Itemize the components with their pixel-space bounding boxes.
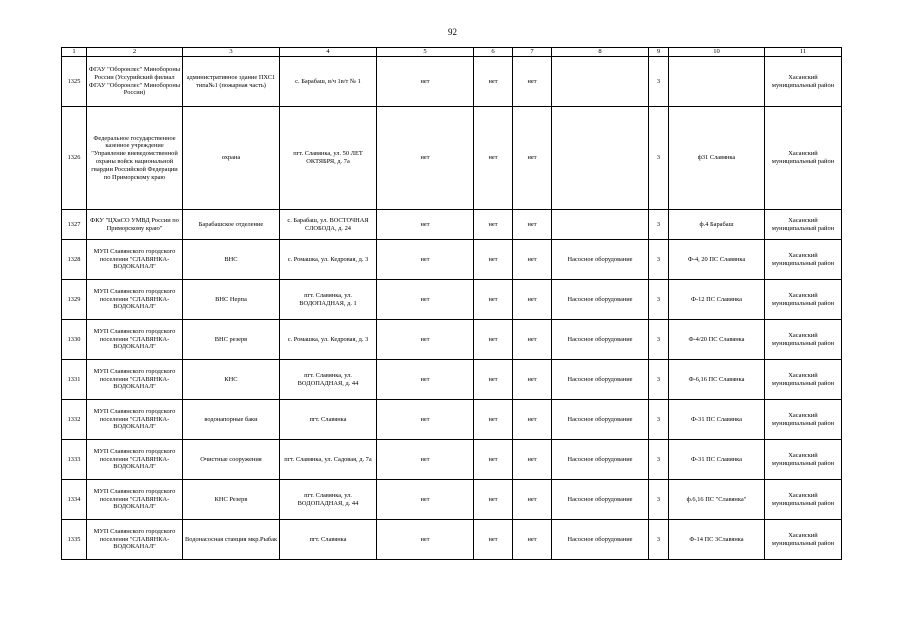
cell-equipment: Насосное оборудование [552,400,649,440]
column-header-11: 11 [765,48,842,57]
cell-col6-value: нет [474,240,513,280]
cell-col6-value: нет [474,210,513,240]
column-header-1: 1 [62,48,87,57]
cell-feeder: Ф-31 ПС Славянка [669,440,765,480]
cell-row-number: 1335 [62,520,87,560]
cell-col6-value: нет [474,107,513,210]
cell-organization: МУП Славянского городского поселения "СЛАВЯНКА-ВОДОКАНАЛ" [87,280,183,320]
cell-col7-value: нет [513,280,552,320]
cell-col5-value: нет [377,520,474,560]
cell-row-number: 1329 [62,280,87,320]
column-header-3: 3 [183,48,280,57]
table-row [62,280,842,320]
cell-feeder: ф.4 Барабаш [669,210,765,240]
cell-organization: МУП Славянского городского поселения "СЛАВЯНКА-ВОДОКАНАЛ" [87,400,183,440]
table-row [62,400,842,440]
cell-feeder [669,57,765,107]
column-header-6: 6 [474,48,513,57]
cell-district: Хасанский муниципальный район [765,210,842,240]
cell-col7-value: нет [513,480,552,520]
cell-organization: МУП Славянского городского поселения "СЛАВЯНКА-ВОДОКАНАЛ" [87,360,183,400]
header-row [62,48,842,57]
cell-category: 3 [649,360,669,400]
cell-col6-value: нет [474,520,513,560]
cell-address: с. Барабаш, ул. ВОСТОЧНАЯ СЛОБОДА, д. 24 [280,210,377,240]
cell-object-name: КНС [183,360,280,400]
cell-organization: Федеральное государственное казенное учреждение "Управление вневедомственной охраны войск национальной гвардии Российской Федерации по Приморскому краю [87,107,183,210]
cell-address: пгт. Славянка, ул. ВОДОПАДНАЯ, д. 1 [280,280,377,320]
cell-object-name: административное здание ПХС1 типа№1 (пожарная часть) [183,57,280,107]
cell-district: Хасанский муниципальный район [765,240,842,280]
cell-col7-value: нет [513,107,552,210]
cell-equipment: Насосное оборудование [552,280,649,320]
cell-col5-value: нет [377,400,474,440]
cell-col5-value: нет [377,360,474,400]
cell-object-name: ВНС [183,240,280,280]
cell-district: Хасанский муниципальный район [765,400,842,440]
cell-address: пгт. Славянка [280,520,377,560]
cell-col7-value: нет [513,57,552,107]
column-header-8: 8 [552,48,649,57]
cell-object-name: Очистные сооружения [183,440,280,480]
cell-col5-value: нет [377,320,474,360]
column-header-9: 9 [649,48,669,57]
cell-col6-value: нет [474,320,513,360]
table-row [62,480,842,520]
cell-object-name: ВНС резерв [183,320,280,360]
cell-category: 3 [649,480,669,520]
cell-col5-value: нет [377,280,474,320]
column-header-5: 5 [377,48,474,57]
cell-row-number: 1331 [62,360,87,400]
cell-organization: МУП Славянского городского поселения "СЛАВЯНКА-ВОДОКАНАЛ" [87,480,183,520]
table-row [62,240,842,280]
table-row [62,520,842,560]
cell-category: 3 [649,107,669,210]
table-row [62,107,842,210]
cell-col6-value: нет [474,440,513,480]
cell-object-name: КНС Резерв [183,480,280,520]
cell-category: 3 [649,440,669,480]
cell-equipment [552,107,649,210]
cell-equipment [552,210,649,240]
cell-category: 3 [649,240,669,280]
cell-equipment: Насосное оборудование [552,480,649,520]
cell-col7-value: нет [513,520,552,560]
table-row [62,440,842,480]
cell-equipment: Насосное оборудование [552,360,649,400]
cell-col6-value: нет [474,480,513,520]
cell-address: пгт. Славянка [280,400,377,440]
cell-feeder: ф.6,16 ПС "Славянка" [669,480,765,520]
cell-feeder: Ф-14 ПС 3Славянка [669,520,765,560]
cell-district: Хасанский муниципальный район [765,107,842,210]
cell-equipment: Насосное оборудование [552,320,649,360]
cell-organization: ФКУ "ЦХиСО УМВД России по Приморскому краю" [87,210,183,240]
cell-col6-value: нет [474,360,513,400]
cell-col6-value: нет [474,57,513,107]
cell-equipment: Насосное оборудование [552,240,649,280]
cell-organization: МУП Славянского городского поселения "СЛАВЯНКА-ВОДОКАНАЛ" [87,320,183,360]
column-header-2: 2 [87,48,183,57]
cell-equipment [552,57,649,107]
cell-address: пгт. Славянка, ул. ВОДОПАДНАЯ, д. 44 [280,360,377,400]
registry-table [61,47,842,560]
cell-row-number: 1332 [62,400,87,440]
cell-address: с. Ромашка, ул. Кедровая, д. 3 [280,320,377,360]
cell-feeder: Ф-4/20 ПС Славянка [669,320,765,360]
cell-col7-value: нет [513,320,552,360]
cell-col7-value: нет [513,440,552,480]
cell-address: пгт. Славянка, ул. 50 ЛЕТ ОКТЯБРЯ, д. 7а [280,107,377,210]
cell-object-name: Водонасосная станция мкр.Рыбак [183,520,280,560]
cell-row-number: 1334 [62,480,87,520]
cell-col6-value: нет [474,400,513,440]
cell-object-name: охрана [183,107,280,210]
cell-row-number: 1326 [62,107,87,210]
cell-row-number: 1328 [62,240,87,280]
cell-district: Хасанский муниципальный район [765,440,842,480]
cell-organization: ФГАУ "Оборонлес" Минобороны России (Уссурийский филиал ФГАУ "Оборонлес" Минобороны России) [87,57,183,107]
cell-row-number: 1333 [62,440,87,480]
cell-address: с. Барабаш, в/ч 1в/т № 1 [280,57,377,107]
cell-col7-value: нет [513,240,552,280]
cell-equipment: Насосное оборудование [552,440,649,480]
cell-feeder: Ф-31 ПС Славянка [669,400,765,440]
column-header-10: 10 [669,48,765,57]
cell-category: 3 [649,57,669,107]
cell-col7-value: нет [513,360,552,400]
cell-feeder: ф31 Славянка [669,107,765,210]
cell-category: 3 [649,210,669,240]
cell-object-name: Барабашское отделение [183,210,280,240]
cell-row-number: 1330 [62,320,87,360]
cell-col5-value: нет [377,480,474,520]
cell-category: 3 [649,400,669,440]
cell-row-number: 1327 [62,210,87,240]
column-header-7: 7 [513,48,552,57]
cell-address: с. Ромашка, ул. Кедровая, д. 3 [280,240,377,280]
cell-col5-value: нет [377,57,474,107]
table-row [62,360,842,400]
cell-col5-value: нет [377,240,474,280]
cell-district: Хасанский муниципальный район [765,360,842,400]
page-number: 92 [448,27,457,37]
table-row [62,320,842,360]
cell-row-number: 1325 [62,57,87,107]
cell-object-name: водонапорные баки [183,400,280,440]
cell-col7-value: нет [513,210,552,240]
cell-organization: МУП Славянского городского поселения "СЛАВЯНКА-ВОДОКАНАЛ" [87,440,183,480]
cell-district: Хасанский муниципальный район [765,57,842,107]
cell-address: пгт. Славянка, ул. ВОДОПАДНАЯ, д. 44 [280,480,377,520]
cell-organization: МУП Славянского городского поселения "СЛАВЯНКА-ВОДОКАНАЛ" [87,520,183,560]
cell-address: пгт. Славянка, ул. Садовая, д. 7а [280,440,377,480]
cell-object-name: ВНС Нерпа [183,280,280,320]
table-row [62,210,842,240]
cell-col5-value: нет [377,210,474,240]
cell-district: Хасанский муниципальный район [765,280,842,320]
cell-district: Хасанский муниципальный район [765,520,842,560]
cell-district: Хасанский муниципальный район [765,480,842,520]
cell-col6-value: нет [474,280,513,320]
cell-col5-value: нет [377,107,474,210]
column-header-4: 4 [280,48,377,57]
cell-col7-value: нет [513,400,552,440]
cell-district: Хасанский муниципальный район [765,320,842,360]
cell-feeder: Ф-6,16 ПС Славянка [669,360,765,400]
cell-col5-value: нет [377,440,474,480]
cell-category: 3 [649,520,669,560]
table-row [62,57,842,107]
cell-equipment: Насосное оборудование [552,520,649,560]
cell-category: 3 [649,280,669,320]
cell-feeder: Ф-12 ПС Славянка [669,280,765,320]
cell-category: 3 [649,320,669,360]
cell-feeder: Ф-4, 20 ПС Славянка [669,240,765,280]
cell-organization: МУП Славянского городского поселения "СЛАВЯНКА-ВОДОКАНАЛ" [87,240,183,280]
